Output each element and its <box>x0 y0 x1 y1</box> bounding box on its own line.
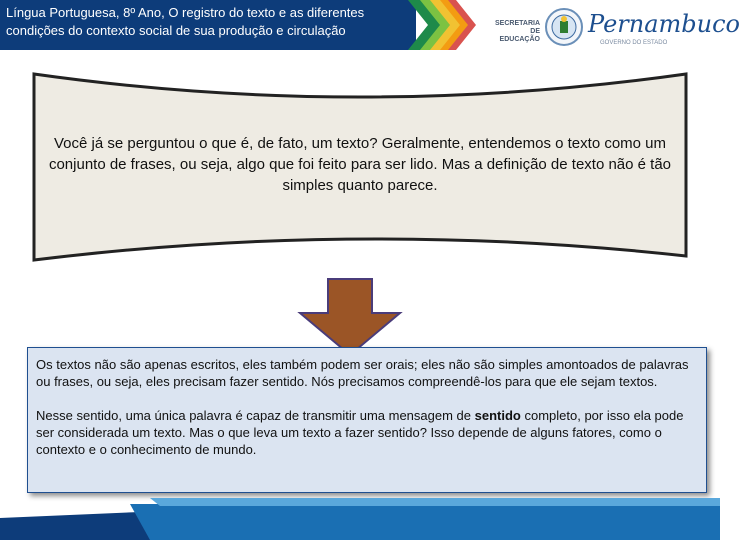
state-subtitle: GOVERNO DO ESTADO <box>600 40 668 46</box>
footer-decoration <box>0 498 720 540</box>
header-title-line1: Língua Portuguesa, 8º Ano, O registro do texto e as diferentes <box>6 5 365 20</box>
content-box <box>27 347 707 493</box>
keyword-sentido: sentido <box>474 408 521 423</box>
intro-text: Você já se perguntou o que é, de fato, um texto? Geralmente, entendemos o texto como um conjunto de frases, ou seja, algo que foi feito para ser lido. Mas a definição de texto não é tão simples quanto parece. <box>48 135 672 194</box>
secretaria-line1: SECRETARIA <box>495 20 540 27</box>
header-title <box>0 0 416 50</box>
paragraph-2-start: Nesse sentido, uma única palavra é capaz de transmitir uma mensagem de <box>36 408 475 423</box>
header-title-line2: condições do contexto social de sua produção e circulação <box>6 23 346 38</box>
header-chevrons-icon <box>408 0 488 50</box>
secretaria-label <box>492 20 540 44</box>
pernambuco-seal-icon <box>544 6 584 48</box>
logo-area <box>492 0 740 56</box>
secretaria-line2: DE EDUCAÇÃO <box>499 28 540 43</box>
content-paragraph-1: Os textos não são apenas escritos, eles também podem ser orais; eles não são simples amontoados de palavras ou frases, ou seja, eles precisam fazer sentido. Nós precisamos compreendê-los para que ele sejam textos. <box>36 357 689 389</box>
header <box>0 0 740 62</box>
content-paragraph-2 <box>36 407 698 458</box>
down-arrow-icon <box>296 277 404 357</box>
state-name: Pernambuco <box>588 10 740 38</box>
paragraph-2-end: completo, por isso ela pode ser considerada um texto. Mas o que leva um texto a fazer sentido? Isso depende de alguns fatores, como o contexto e o conhecimento de mundo. <box>36 408 684 457</box>
